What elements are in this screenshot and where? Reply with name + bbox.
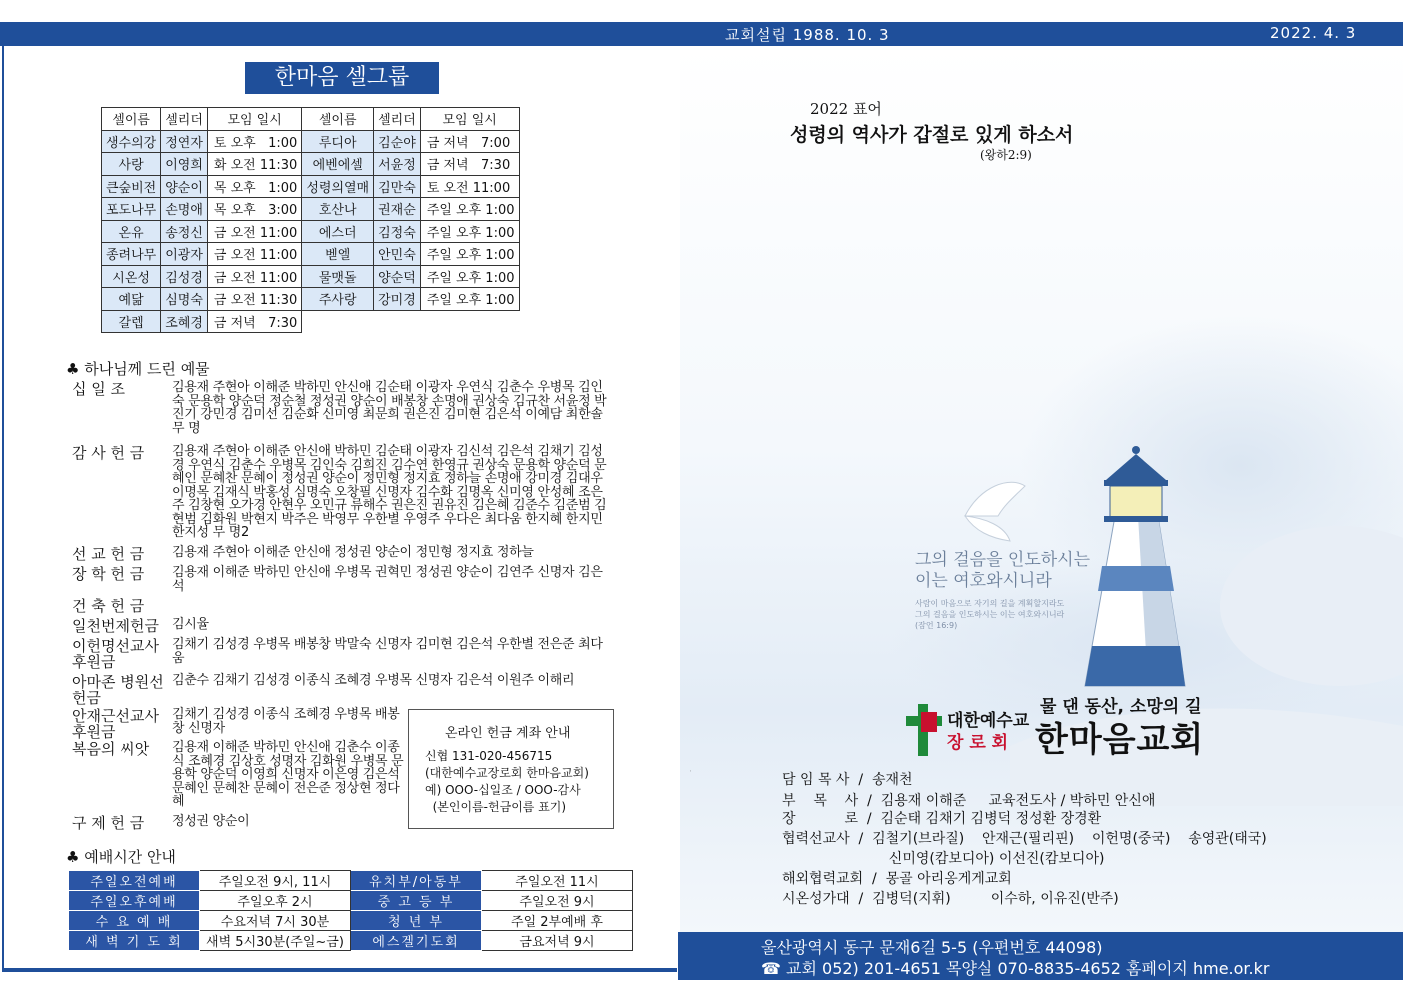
staff-line: 시온성가대 / 김병덕(지휘) 이수하, 이유진(반주) (782, 891, 1119, 907)
offering-names: 김채기 김성경 우병목 배봉창 박말숙 신명자 김미현 김은석 우한별 전은준 최다움 (172, 637, 603, 666)
offering-label: 감 사 헌 금 (72, 444, 145, 462)
table-row (102, 153, 520, 176)
staff-line: 해외협력교회 / 몽골 아리옹게게교회 (782, 871, 1012, 887)
table-row (69, 931, 633, 951)
offering-label: 아마존 병원선헌금 (72, 673, 164, 707)
cell-table-header: 모임 일시 (420, 108, 519, 131)
cell-meeting-time: 목 오후 3:00 (207, 198, 301, 221)
cell-meeting-time: 주일 오후 1:00 (420, 288, 519, 311)
worship-name: 수 요 예 배 (69, 911, 200, 931)
worship-time: 금요저녁 9시 (482, 931, 633, 951)
offering-names: 김용재 이해준 박하민 안신애 우병목 권혁민 정성권 양순이 김연주 신명자 김은석 (172, 565, 603, 594)
cell-meeting-time: 금 저녁 7:30 (207, 310, 301, 333)
cell-leader: 양순덕 (374, 265, 421, 288)
cell-meeting-time: 금 오전 11:00 (207, 265, 301, 288)
worship-time: 주일오전 9시, 11시 (200, 871, 351, 891)
worship-time: 주일오후 2시 (200, 891, 351, 911)
cross-logo-icon (904, 704, 944, 756)
year-motto: 성령의 역사가 갑절로 있게 하소서 (790, 124, 1074, 146)
denomination-line: 대한예수교 (947, 711, 1030, 731)
year-motto-label: 2022 표어 (810, 100, 882, 118)
worship-times-table (68, 870, 633, 951)
cell-name: 갈렙 (102, 310, 161, 333)
contact-line: ☎ 교회 052) 201-4651 목양실 070-8835-4652 홈페이지 hme.or.kr (761, 959, 1270, 978)
worship-name: 청 년 부 (351, 911, 482, 931)
worship-time: 새벽 5시30분(주일~금) (200, 931, 351, 951)
cell-meeting-time: 토 오전 11:00 (420, 175, 519, 198)
cell-leader: 김순야 (374, 130, 421, 153)
cell-leader: 김만숙 (374, 175, 421, 198)
staff-line: 담 임 목 사 / 송재천 (782, 772, 913, 788)
cell-meeting-time: 금 오전 11:00 (207, 243, 301, 266)
cell-name: 루디아 (302, 130, 374, 153)
cell-table-header: 셀리더 (374, 108, 421, 131)
account-line: (대한예수교장로회 한마음교회) (425, 766, 589, 780)
cell-meeting-time: 주일 오후 1:00 (420, 198, 519, 221)
cell-table-header: 모임 일시 (207, 108, 301, 131)
cell-group-title: 한마음 셀그룹 (245, 62, 439, 94)
offering-label: 안재근선교사 후원금 (72, 707, 159, 741)
offering-label: 이헌명선교사 후원금 (72, 637, 159, 671)
worship-time: 주일오전 9시 (482, 891, 633, 911)
cell-leader: 손명애 (161, 198, 208, 221)
cell-table-header: 셀이름 (102, 108, 161, 131)
cell-meeting-time: 금 오전 11:00 (207, 220, 301, 243)
cell-leader: 안민숙 (374, 243, 421, 266)
table-row (69, 911, 633, 931)
offering-label: 건 축 헌 금 (72, 597, 145, 615)
cell-meeting-time: 목 오후 1:00 (207, 175, 301, 198)
offering-label: 장 학 헌 금 (72, 565, 145, 583)
bottom-border (2, 968, 677, 972)
motto-reference: (왕하2:9) (980, 148, 1032, 162)
cell-meeting-time (420, 310, 519, 333)
header-bar (0, 22, 1403, 46)
worship-time: 수요저녁 7시 30분 (200, 911, 351, 931)
offering-names: 정성권 양순이 (172, 814, 250, 829)
cell-meeting-time: 금 저녁 7:00 (420, 130, 519, 153)
cell-name: 주사랑 (302, 288, 374, 311)
offering-names: 김용재 주현아 이해준 안신애 정성권 양순이 정민형 정지효 정하늘 (172, 545, 534, 560)
cell-table-header: 셀리더 (161, 108, 208, 131)
offering-names: 김용재 주현아 이해준 박하민 안신애 김순태 이광자 우연식 김춘수 우병목 김인숙 문용학 양순덕 정순철 정성권 양순이 배봉창 손명애 권상숙 김규찬 서윤정 박진기 강민경 김미선 김순화 신미영 최문희 권은진 김미현 김은석 이예담 최한솔 무 명 (172, 380, 607, 436)
church-slogan: 물 댄 동산, 소망의 길 (1040, 697, 1202, 717)
offering-label: 십 일 조 (72, 380, 126, 398)
cell-name: 온유 (102, 220, 161, 243)
cell-leader: 김정숙 (374, 220, 421, 243)
table-row (102, 265, 520, 288)
worship-name: 중 고 등 부 (351, 891, 482, 911)
table-row (102, 243, 520, 266)
verse-line: 이는 여호와시니라 (915, 571, 1052, 591)
worship-name: 유치부/아동부 (351, 871, 482, 891)
staff-line: 신미영(캄보디아) 이선진(캄보디아) (782, 851, 1105, 867)
table-row (102, 220, 520, 243)
cell-leader: 양순이 (161, 175, 208, 198)
online-account-title: 온라인 헌금 계좌 안내 (445, 726, 571, 741)
cell-leader: 이광자 (161, 243, 208, 266)
cell-meeting-time: 주일 오후 1:00 (420, 243, 519, 266)
offerings-title: ♣ 하나님께 드린 예물 (66, 360, 210, 378)
offering-names: 김채기 김성경 이종식 조혜경 우병목 배봉창 신명자 (172, 707, 400, 736)
cell-leader: 심명숙 (161, 288, 208, 311)
cell-meeting-time: 주일 오후 1:00 (420, 265, 519, 288)
cell-name: 에벤에셀 (302, 153, 374, 176)
cell-leader: 정연자 (161, 130, 208, 153)
cell-leader (374, 310, 421, 333)
account-line: 예) OOO-십일조 / OOO-감사 (425, 783, 581, 797)
offering-label: 구 제 헌 금 (72, 814, 145, 832)
verse-small-line: 사람이 마음으로 자기의 길을 계획할지라도 (915, 599, 1065, 608)
cell-name: 호산나 (302, 198, 374, 221)
table-row (102, 198, 520, 221)
cell-meeting-time: 금 저녁 7:30 (420, 153, 519, 176)
worship-time: 주일오전 11시 (482, 871, 633, 891)
address-line: 울산광역시 동구 문재6길 5-5 (우편번호 44098) (761, 938, 1103, 957)
cell-leader: 서윤정 (374, 153, 421, 176)
table-row (69, 891, 633, 911)
cell-meeting-time: 화 오전 11:30 (207, 153, 301, 176)
verse-small-line: 그의 걸음을 인도하시는 이는 여호와시니라 (915, 610, 1065, 619)
cell-leader: 권재순 (374, 198, 421, 221)
cell-name: 물맷돌 (302, 265, 374, 288)
offering-names: 김시율 (172, 617, 209, 632)
verse-line: 그의 걸음을 인도하시는 (915, 550, 1091, 570)
cell-meeting-time: 금 오전 11:30 (207, 288, 301, 311)
cell-name: 시온성 (102, 265, 161, 288)
cell-meeting-time: 토 오후 1:00 (207, 130, 301, 153)
table-row (102, 130, 520, 153)
cell-leader: 송정신 (161, 220, 208, 243)
cell-name: 예닮 (102, 288, 161, 311)
table-row (69, 871, 633, 891)
account-line: 신협 131-020-456715 (425, 749, 553, 763)
offering-label: 일천번제헌금 (72, 617, 159, 635)
address-bar (678, 932, 1403, 980)
cell-name: 종려나무 (102, 243, 161, 266)
cell-leader: 김성경 (161, 265, 208, 288)
verse-small-line: (잠언 16:9) (915, 621, 958, 630)
cell-name: 생수의강 (102, 130, 161, 153)
established-date: 교회설립 1988. 10. 3 (725, 26, 890, 44)
cell-name: 사랑 (102, 153, 161, 176)
cell-name (302, 310, 374, 333)
cover-verse-small (915, 598, 1064, 631)
cell-leader: 강미경 (374, 288, 421, 311)
denomination (947, 710, 1029, 754)
worship-time: 주일 2부예배 후 (482, 911, 633, 931)
staff-line: 부 목 사 / 김용재 이해준 교육전도사 / 박하민 안신애 (782, 793, 1156, 809)
cell-name: 벧엘 (302, 243, 374, 266)
cell-group-table (101, 107, 520, 333)
offering-label: 복음의 씨앗 (72, 740, 150, 758)
worship-name: 에스겔기도회 (351, 931, 482, 951)
table-row (102, 310, 520, 333)
worship-name: 주일오후예배 (69, 891, 200, 911)
cell-leader: 이영희 (161, 153, 208, 176)
offering-names: 김용재 주현아 이해준 안신애 박하민 김순태 이광자 김신석 김은석 김채기 김성경 우연식 김춘수 우병목 김인숙 김희진 김수연 한영규 권상숙 문용학 양순덕 문혜인 문혜찬 문혜이 정성권 양순이 정민형 정지효 정하늘 손명애 강미경 김대우 이명목 김재식 박홍성 심명숙 오창필 신명자 김수화 김명옥 신미영 안성혜 조은주 김창현 오가경 안현우 오민규 류해수 권은진 권유진 김은혜 김준수 김준범 김현범 김화원 박현지 박주은 박영무 우한별 우영주 우다은 최다움 한지혜 한지민 한지성 무 명2 (172, 444, 607, 540)
denomination-line: 장 로 회 (947, 733, 1009, 753)
cell-name: 큰숲비전 (102, 175, 161, 198)
cell-name: 에스더 (302, 220, 374, 243)
account-line: (본인이름-헌금이름 표기) (425, 800, 567, 814)
table-row (102, 175, 520, 198)
left-border (2, 46, 4, 971)
offering-names: 김용재 이해준 박하민 안신애 김춘수 이종식 조혜경 김상호 성명자 김화원 우병목 문용학 양순덕 이영희 신명자 이은영 김은석 문혜인 문혜찬 문혜이 전은준 정상현 정다혜 (172, 740, 404, 809)
cover-verse (915, 550, 1090, 592)
offering-label: 선 교 헌 금 (72, 545, 145, 563)
cell-leader: 조혜경 (161, 310, 208, 333)
cell-name: 성령의열매 (302, 175, 374, 198)
online-account-box (408, 709, 614, 829)
issue-date: 2022. 4. 3 (1270, 24, 1357, 42)
cell-meeting-time: 주일 오후 1:00 (420, 220, 519, 243)
table-row (102, 288, 520, 311)
worship-times-title: ♣ 예배시간 안내 (66, 848, 176, 866)
cell-table-header: 셀이름 (302, 108, 374, 131)
church-name: 한마음교회 (1035, 720, 1205, 760)
staff-line: 장 로 / 김순태 김채기 김병덕 정성환 장경환 (782, 811, 1102, 827)
staff-line: 협력선교사 / 김철기(브라질) 안재근(필리핀) 이헌명(중국) 송영관(태국) (782, 831, 1267, 847)
cell-name: 포도나무 (102, 198, 161, 221)
offering-names: 김춘수 김채기 김성경 이종식 조혜경 우병목 신명자 김은석 이원주 이해리 (172, 673, 575, 688)
worship-name: 새 벽 기 도 회 (69, 931, 200, 951)
side-credit: · (686, 770, 693, 772)
worship-name: 주일오전예배 (69, 871, 200, 891)
